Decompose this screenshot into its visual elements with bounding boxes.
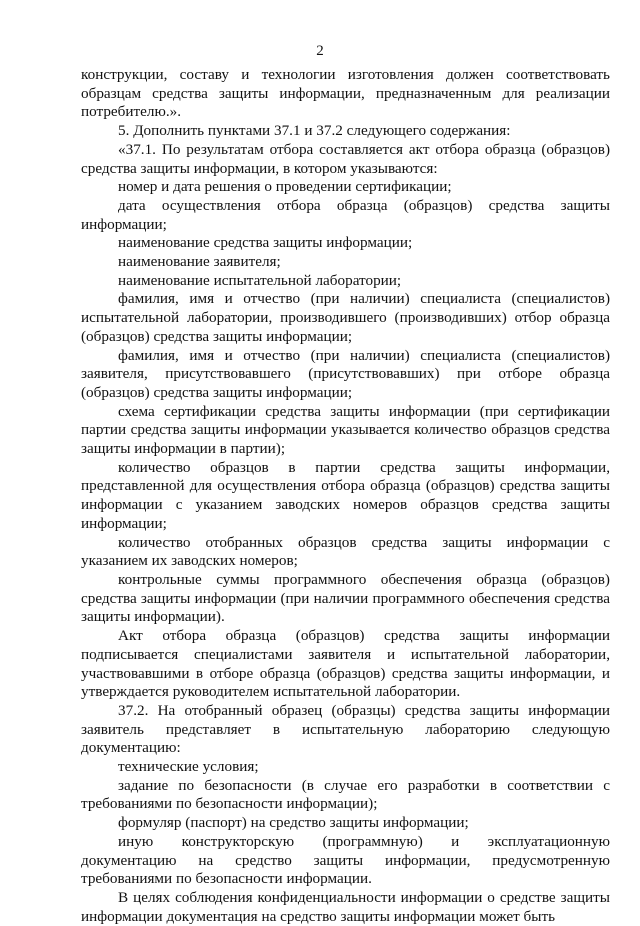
list-item-logbook: формуляр (паспорт) на средство защиты информации; — [118, 814, 469, 832]
list-item-checksums: контрольные суммы программного обеспечения образца (образцов) средства защиты информации (при наличии программного обеспечения средства защиты информации). — [81, 570, 610, 626]
list-item-tool-name: наименование средства защиты информации; — [118, 234, 413, 252]
list-item-selection-date: дата осуществления отбора образца (образцов) средства защиты информации; — [81, 196, 610, 233]
page-number: 2 — [316, 43, 324, 59]
list-item-decision: номер и дата решения о проведении сертификации; — [118, 178, 452, 196]
list-item-lab-specialist: фамилия, имя и отчество (при наличии) специалиста (специалистов) испытательной лаборатории, производившего (производивших) отбор образца (образцов) средства защиты информации; — [81, 290, 610, 345]
paragraph-continuation: конструкции, составу и технологии изготовления должен соответствовать образцам средства защиты информации, предназначенным для реализации потребителю.». — [81, 66, 610, 121]
paragraph-37-2: 37.2. На отобранный образец (образцы) средства защиты информации заявитель представляет в испытательную лабораторию следующую документацию: — [81, 701, 610, 757]
paragraph-confidentiality: В целях соблюдения конфиденциальности информации о средстве защиты информации документация на средство защиты информации может быть — [81, 888, 610, 925]
list-item-certification-scheme: схема сертификации средства защиты информации (при сертификации партии средства защиты информации указывается количество образцов средства защиты информации в партии); — [81, 402, 610, 458]
list-item-selected-quantity: количество отобранных образцов средства защиты информации с указанием их заводских номеров; — [81, 533, 610, 570]
list-item-security-target: задание по безопасности (в случае его разработки в соответствии с требованиями по безопасности информации); — [81, 776, 610, 813]
list-item-batch-quantity: количество образцов в партии средства защиты информации, представленной для осуществления отбора образца (образцов) средства защиты информации с указанием заводских номеров образцов средства защиты информации; — [81, 458, 610, 532]
paragraph-act-signing: Акт отбора образца (образцов) средства защиты информации подписывается специалистами заявителя и испытательной лаборатории, участвовавшими в отборе образца (образцов) средства защиты информации, и утверждается руководителем испытательной лаборатории. — [81, 627, 610, 701]
list-item-technical-conditions: технические условия; — [118, 758, 259, 776]
list-item-other-documentation: иную конструкторскую (программную) и эксплуатационную документацию на средство защиты информации, предусмотренную требованиями по безопасности информации. — [81, 832, 610, 888]
list-item-laboratory: наименование испытательной лаборатории; — [118, 271, 402, 289]
list-item-applicant: наименование заявителя; — [118, 253, 281, 271]
document-body — [81, 66, 610, 926]
list-item-applicant-specialist: фамилия, имя и отчество (при наличии) специалиста (специалистов) заявителя, присутствовавшего (присутствовавших) при отборе образца (образцов) средства защиты информации; — [81, 346, 610, 401]
paragraph-37-1: «37.1. По результатам отбора составляется акт отбора образца (образцов) средства защиты информации, в котором указываются: — [81, 140, 610, 177]
paragraph-amendment-intro: 5. Дополнить пунктами 37.1 и 37.2 следующего содержания: — [118, 122, 511, 140]
